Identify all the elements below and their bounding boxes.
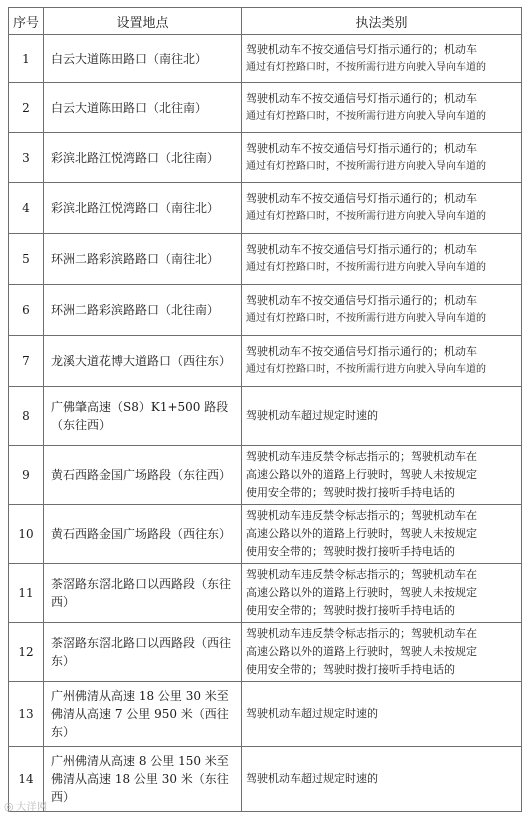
row-location: 彩滨北路江悦湾路口（北往南）: [44, 133, 242, 183]
enforcement-type-line: 使用安全带的；驾驶时拨打接听手持电话的: [246, 486, 455, 499]
row-serial-number: 2: [9, 83, 44, 133]
row-serial-number: 13: [9, 682, 44, 747]
row-enforcement-type: [242, 234, 522, 285]
enforcement-type-line: 通过有灯控路口时，不按所需行进方向驶入导向车道的: [246, 313, 486, 324]
row-location: 广佛肇高速（S8）K1+500 路段（东往西）: [44, 387, 242, 446]
enforcement-type-line: 使用安全带的；驾驶时拨打接听手持电话的: [246, 604, 455, 617]
row-location: 黄石西路金国广场路段（西往东）: [44, 505, 242, 564]
enforcement-type-line: 通过有灯控路口时，不按所需行进方向驶入导向车道的: [246, 160, 486, 172]
row-enforcement-type: [242, 564, 522, 623]
enforcement-type-line: 高速公路以外的道路上行驶时，驾驶人未按规定: [246, 468, 477, 481]
table-row: [9, 83, 522, 133]
row-serial-number: 9: [9, 446, 44, 505]
watermark: [4, 798, 48, 813]
weibo-logo-icon: ◎: [4, 800, 15, 813]
table-row: [9, 387, 522, 446]
row-enforcement-type: [242, 83, 522, 133]
row-enforcement-type: [242, 35, 522, 83]
enforcement-type-line: 通过有灯控路口时，不按所需行进方向驶入导向车道的: [246, 110, 486, 122]
enforcement-type-line: 驾驶机动车不按交通信号灯指示通行的；机动车: [246, 345, 477, 358]
enforcement-type-line: 驾驶机动车不按交通信号灯指示通行的；机动车: [246, 141, 477, 155]
enforcement-type-line: 通过有灯控路口时，不按所需行进方向驶入导向车道的: [246, 61, 486, 73]
table-row: [9, 446, 522, 505]
table-row: [9, 183, 522, 234]
enforcement-type-line: 驾驶机动车不按交通信号灯指示通行的；机动车: [246, 192, 477, 205]
enforcement-type-line: 驾驶机动车违反禁令标志指示的；驾驶机动车在: [246, 568, 477, 581]
row-location: 白云大道陈田路口（北往南）: [44, 83, 242, 133]
enforcement-type-line: 高速公路以外的道路上行驶时，驾驶人未按规定: [246, 527, 477, 540]
row-enforcement-type: [242, 387, 522, 446]
enforcement-type-line: 驾驶机动车违反禁令标志指示的；驾驶机动车在: [246, 627, 477, 640]
enforcement-type-line: 驾驶机动车超过规定时速的: [246, 409, 378, 422]
row-serial-number: 11: [9, 564, 44, 623]
row-serial-number: 5: [9, 234, 44, 285]
row-serial-number: 3: [9, 133, 44, 183]
row-serial-number: 8: [9, 387, 44, 446]
table-row: [9, 234, 522, 285]
row-location: 茶滘路东滘北路口以西路段（西往东）: [44, 623, 242, 682]
row-serial-number: 7: [9, 336, 44, 387]
row-enforcement-type: [242, 133, 522, 183]
table-row: [9, 505, 522, 564]
table-header-row: [9, 8, 522, 35]
row-location: 广州佛清从高速 8 公里 150 米至佛清从高速 18 公里 30 米（东往西）: [44, 747, 242, 812]
row-enforcement-type: [242, 285, 522, 336]
table-body: [9, 35, 522, 812]
enforcement-type-line: 高速公路以外的道路上行驶时，驾驶人未按规定: [246, 645, 477, 658]
enforcement-locations-table: [8, 7, 522, 812]
table-row: [9, 623, 522, 682]
row-serial-number: 14: [9, 747, 44, 812]
header-serial-number: 序号: [9, 8, 44, 35]
enforcement-type-line: 通过有灯控路口时，不按所需行进方向驶入导向车道的: [246, 364, 486, 375]
row-location: 广州佛清从高速 18 公里 30 米至佛清从高速 7 公里 950 米（西往东）: [44, 682, 242, 747]
enforcement-type-line: 驾驶机动车不按交通信号灯指示通行的；机动车: [246, 91, 477, 105]
header-location: 设置地点: [44, 8, 242, 35]
enforcement-type-line: 驾驶机动车超过规定时速的: [246, 772, 378, 785]
row-location: 白云大道陈田路口（南往北）: [44, 35, 242, 83]
enforcement-type-line: 通过有灯控路口时，不按所需行进方向驶入导向车道的: [246, 211, 486, 222]
row-serial-number: 12: [9, 623, 44, 682]
row-enforcement-type: [242, 446, 522, 505]
row-enforcement-type: [242, 183, 522, 234]
enforcement-type-line: 驾驶机动车超过规定时速的: [246, 707, 378, 720]
row-enforcement-type: [242, 336, 522, 387]
row-serial-number: 1: [9, 35, 44, 83]
row-location: 环洲二路彩滨路路口（南往北）: [44, 234, 242, 285]
enforcement-type-line: 高速公路以外的道路上行驶时，驾驶人未按规定: [246, 586, 477, 599]
row-enforcement-type: [242, 505, 522, 564]
enforcement-type-line: 驾驶机动车不按交通信号灯指示通行的；机动车: [246, 294, 477, 307]
row-enforcement-type: [242, 623, 522, 682]
row-serial-number: 6: [9, 285, 44, 336]
header-enforcement-type: 执法类别: [242, 8, 522, 35]
row-location: 龙溪大道花博大道路口（西往东）: [44, 336, 242, 387]
table-row: [9, 682, 522, 747]
table-row: [9, 133, 522, 183]
enforcement-type-line: 驾驶机动车不按交通信号灯指示通行的；机动车: [246, 243, 477, 256]
row-location: 黄石西路金国广场路段（东往西）: [44, 446, 242, 505]
row-enforcement-type: [242, 747, 522, 812]
enforcement-type-line: 通过有灯控路口时，不按所需行进方向驶入导向车道的: [246, 262, 486, 273]
row-enforcement-type: [242, 682, 522, 747]
enforcement-type-line: 使用安全带的；驾驶时拨打接听手持电话的: [246, 663, 455, 676]
enforcement-type-line: 使用安全带的；驾驶时拨打接听手持电话的: [246, 545, 455, 558]
row-location: 环洲二路彩滨路路口（北往南）: [44, 285, 242, 336]
row-location: 茶滘路东滘北路口以西路段（东往西）: [44, 564, 242, 623]
table-row: [9, 35, 522, 83]
table-row: [9, 747, 522, 812]
row-serial-number: 4: [9, 183, 44, 234]
table-row: [9, 336, 522, 387]
enforcement-type-line: 驾驶机动车违反禁令标志指示的；驾驶机动车在: [246, 450, 477, 463]
table-row: [9, 564, 522, 623]
row-serial-number: 10: [9, 505, 44, 564]
table-row: [9, 285, 522, 336]
enforcement-type-line: 驾驶机动车不按交通信号灯指示通行的；机动车: [246, 42, 477, 56]
watermark-text: 大洋网: [16, 802, 48, 813]
row-location: 彩滨北路江悦湾路口（南往北）: [44, 183, 242, 234]
enforcement-type-line: 驾驶机动车违反禁令标志指示的；驾驶机动车在: [246, 509, 477, 522]
